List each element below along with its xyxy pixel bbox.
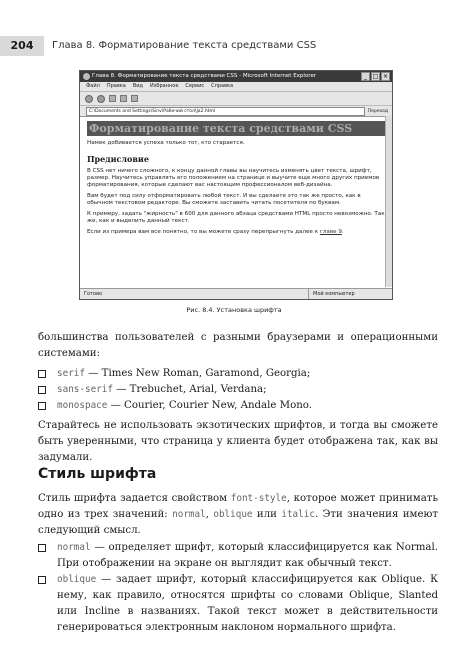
checkbox-bullet-icon <box>38 386 46 394</box>
checkbox-bullet-icon <box>38 370 46 378</box>
maximize-icon[interactable]: □ <box>372 73 379 80</box>
address-input[interactable]: C:\Documents and Settings\Sinv\Рабочий стол\Ja2.html <box>86 107 365 116</box>
close-icon[interactable]: × <box>382 73 389 80</box>
paragraph-text: Если из примера вам все понятно, то вы можете сразу перепрыгнуть далее к <box>87 229 319 235</box>
menu-file[interactable]: Файл <box>86 83 100 89</box>
paragraph: Старайтесь не использовать экзотических шрифтов, и тогда вы сможете быть уверенными, что страница у клиента будет отображена так, как вы задумали. <box>38 420 438 463</box>
zone-text: Мой компьютер <box>308 289 355 299</box>
minimize-icon[interactable]: _ <box>361 72 370 81</box>
text: Стиль шрифта задается свойством <box>38 493 231 504</box>
code-term: italic <box>281 509 315 520</box>
code-term: normal <box>57 542 91 553</box>
section-heading: Предисловие <box>87 154 149 164</box>
figure-caption: Рис. 8.4. Установка шрифта <box>186 306 282 314</box>
paragraph: К примеру, задать "жирность" в 600 для данного абзаца средствами HTML просто невозможно. Так же, как и выделить данный текст. <box>87 211 385 224</box>
code-term: oblique <box>213 509 253 520</box>
list-item-text: — Courier, Courier New, Andale Mono. <box>107 400 312 411</box>
back-icon[interactable] <box>85 95 93 103</box>
checkbox-bullet-icon <box>38 544 46 552</box>
paragraph: большинства пользователей с разными браузерами и операционными системами: <box>38 332 438 359</box>
menu-help[interactable]: Справка <box>211 83 234 89</box>
intro-text: Намек добивается успеха только тот, кто старается. <box>87 140 245 146</box>
text: , <box>205 509 214 520</box>
list-item <box>38 540 438 572</box>
page-number: 204 <box>0 36 44 56</box>
menu-view[interactable]: Вид <box>132 83 143 89</box>
list-item <box>38 366 438 382</box>
home-icon[interactable] <box>131 95 138 102</box>
menu-favorites[interactable]: Избранное <box>150 83 179 89</box>
menu-bar <box>80 82 392 92</box>
scrollbar[interactable] <box>385 116 392 287</box>
browser-screenshot <box>79 70 393 300</box>
list-item-text: — Trebuchet, Arial, Verdana; <box>112 384 267 395</box>
list-item-text: — Times New Roman, Garamond, Georgia; <box>85 368 311 379</box>
status-bar <box>80 288 392 299</box>
text: . Эти значения имеют следующий смысл. <box>38 509 438 536</box>
forward-icon[interactable] <box>97 95 105 103</box>
list-item-text: — задает шрифт, который классифицируется как Oblique. К нему, как правило, относятся шрифты со словами Oblique, Slanted или Incline в названиях. Такой текст может в действительности генерироваться электронным наклоном нормального шрифта. <box>57 574 438 633</box>
list-item-text: — определяет шрифт, который классифицируется как Normal. При отображении на экране он выглядит как обычный текст. <box>57 542 438 569</box>
checkbox-bullet-icon <box>38 576 46 584</box>
ie-icon <box>83 73 90 80</box>
text: или <box>252 509 282 520</box>
window-title: Глава 8. Форматирование текста средствами CSS - Microsoft Internet Explorer <box>92 73 317 79</box>
paragraph <box>38 491 438 539</box>
chapter-title: Глава 8. Форматирование текста средствами CSS <box>52 40 317 51</box>
page-heading: Форматирование текста средствами CSS <box>87 121 388 136</box>
code-term: font-style <box>230 493 287 504</box>
code-term: oblique <box>57 574 97 585</box>
go-button[interactable]: Переход <box>367 108 388 114</box>
code-term: sans-serif <box>57 384 113 395</box>
text: , которое может принимать одно из трех значений: <box>38 493 438 520</box>
chapter9-link[interactable]: главе 9 <box>319 229 342 235</box>
window-titlebar <box>80 71 392 82</box>
code-term: serif <box>57 368 85 379</box>
running-header <box>0 36 468 56</box>
list-item <box>38 382 438 398</box>
page-content <box>80 116 392 287</box>
section-title: Стиль шрифта <box>38 466 157 482</box>
code-term: normal <box>172 509 206 520</box>
stop-icon[interactable] <box>109 95 116 102</box>
paragraph: Вам будет под силу отформатировать любой текст. И вы сделаете это так же просто, как в обычном текстовом редакторе. Вы сможете заставить читать посетителя по буквам. <box>87 193 361 206</box>
paragraph-with-link: Если из примера вам все понятно, то вы можете сразу перепрыгнуть далее к главе 9. <box>87 229 344 235</box>
checkbox-bullet-icon <box>38 402 46 410</box>
paragraph: В CSS нет ничего сложного, к концу данной главы вы научитесь изменять цвет текста, шрифт, размер. Научитесь управлять его положением на странице и выучите еще много других приемов форматирования, которые сделают вас настоящим профессионалом веб-дизайна. <box>87 168 380 188</box>
list-item <box>38 398 438 414</box>
status-text: Готово <box>84 291 103 297</box>
toolbar <box>80 92 392 106</box>
list-item <box>38 572 438 636</box>
code-term: monospace <box>57 400 108 411</box>
font-family-list <box>38 366 438 414</box>
menu-tools[interactable]: Сервис <box>185 83 205 89</box>
menu-edit[interactable]: Правка <box>106 83 126 89</box>
font-style-list <box>38 540 438 636</box>
refresh-icon[interactable] <box>120 95 127 102</box>
